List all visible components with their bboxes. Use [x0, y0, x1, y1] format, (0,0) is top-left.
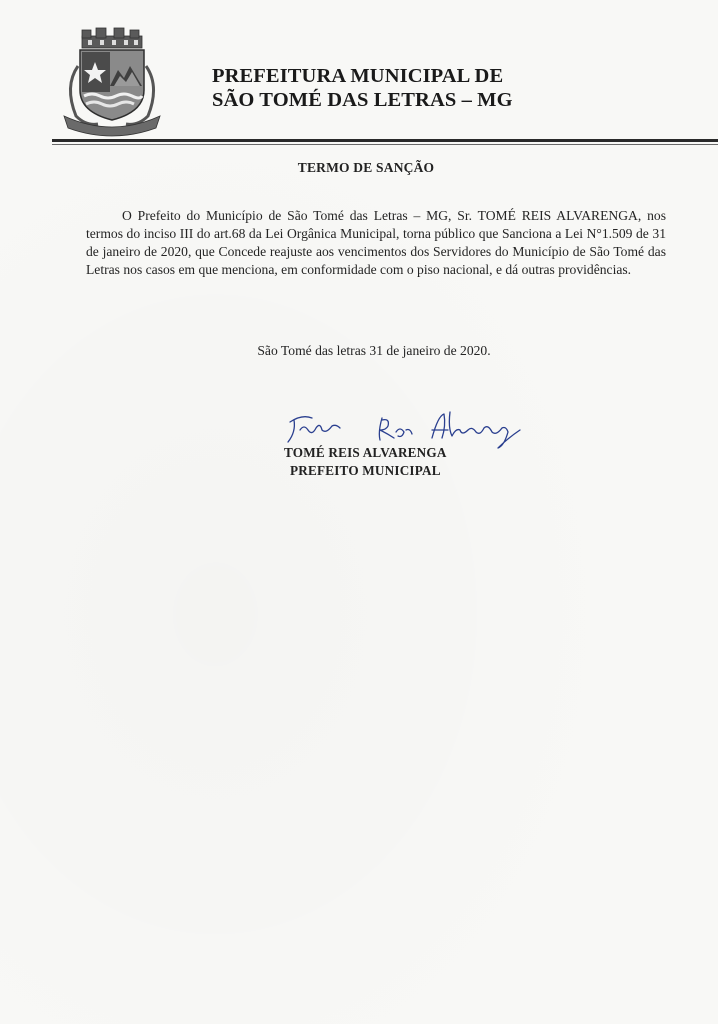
document-body: O Prefeito do Município de São Tomé das Letras – MG, Sr. TOMÉ REIS ALVARENGA, nos termos do inciso III do art.68 da Lei Orgânica Municipal, torna público que Sanciona a Lei N°1.509 de 31 de janeiro de 2020, que Concede reajuste aos vencimentos dos Servidores do Município de São Tomé das Letras nos casos em que menciona, em conformidade com o piso nacional, e dá outras providências.	[86, 208, 666, 277]
coat-of-arms-icon	[58, 26, 166, 138]
header-divider-thick	[52, 139, 718, 142]
header-line-2: SÃO TOMÉ DAS LETRAS – MG	[212, 89, 513, 111]
header-line-1: PREFEITURA MUNICIPAL DE	[212, 65, 504, 87]
date-line: São Tomé das letras 31 de janeiro de 2020.	[257, 343, 491, 358]
header-divider-thin	[52, 144, 718, 145]
header-title	[212, 64, 513, 112]
signer-role: PREFEITO MUNICIPAL	[290, 463, 441, 478]
signature-block	[284, 444, 447, 480]
document-title: TERMO DE SANÇÃO	[297, 160, 435, 175]
signer-name: TOMÉ REIS ALVARENGA	[284, 445, 447, 460]
